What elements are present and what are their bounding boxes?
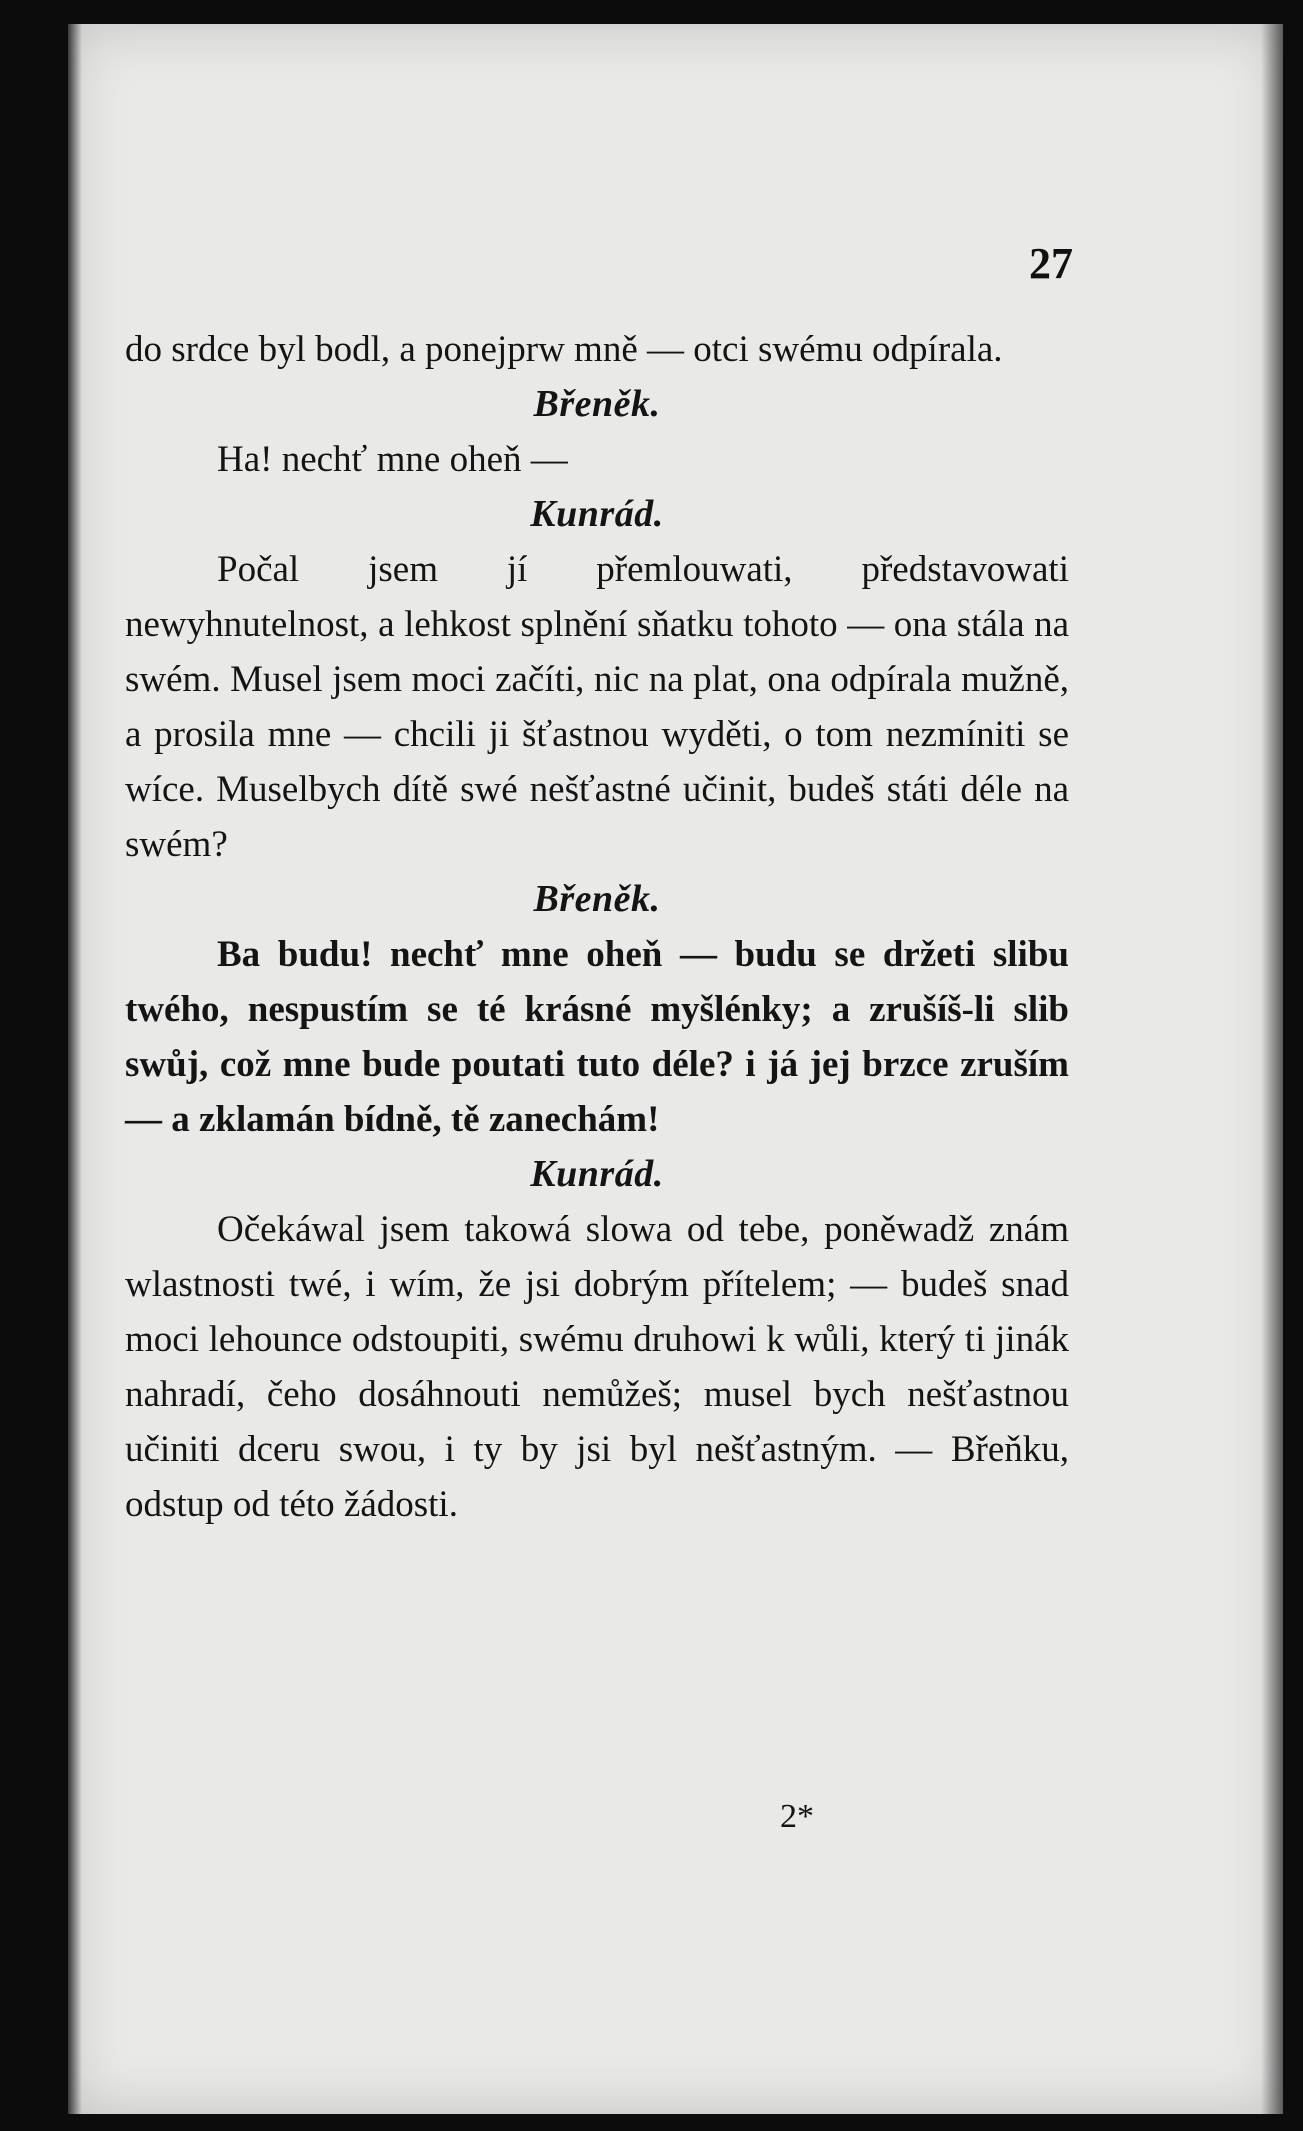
speaker-heading-breněk: Břeněk.	[533, 878, 661, 920]
speaker-heading-kunrad: Kunrád.	[530, 1153, 664, 1195]
paragraph-continuation: do srdce byl bodl, a ponejprw mně — otci swému odpírala.	[125, 329, 1003, 370]
paragraph-dialogue: Ha! nechť mne oheň —	[217, 439, 568, 480]
speaker-heading-breněk: Břeněk.	[533, 383, 661, 425]
paragraph-dialogue: Počal jsem jí přemlouwati, představowati newyhnutelnost, a lehkost splnění sňatku tohoto — ona stála na swém. Musel jsem moci začíti, nic na plat, ona odpírala mužně, a prosila mne — chcili ji šťastnou wyděti, o tom nezmíniti se wíce. Muselbych dítě swé nešťastné učinit, budeš státi déle na swém?	[125, 549, 1069, 865]
paragraph-dialogue: Ba budu! nechť mne oheň — budu se držeti slibu twého, nespustím se té krásné myšlénky; a zrušíš-li slib swůj, což mne bude poutati tuto déle? i já jej brzce zruším — a zklamán bídně, tě zanechám!	[125, 934, 1069, 1140]
page-number: 27	[1029, 239, 1073, 288]
page-text	[125, 322, 1069, 1532]
paragraph-dialogue: Očekáwal jsem takowá slowa od tebe, poněwadž znám wlastnosti twé, i wím, že jsi dobrým přítelem; — budeš snad moci lehounce odstoupiti, swému druhowi k wůli, který ti jinák nahradí, čeho dosáhnouti nemůžeš; musel bych nešťastnou učiniti dceru swou, i ty by jsi byl nešťastným. — Břeňku, odstup od této žádosti.	[125, 1209, 1069, 1525]
speaker-heading-kunrad: Kunrád.	[530, 493, 664, 535]
signature-mark: 2*	[780, 1798, 814, 1835]
